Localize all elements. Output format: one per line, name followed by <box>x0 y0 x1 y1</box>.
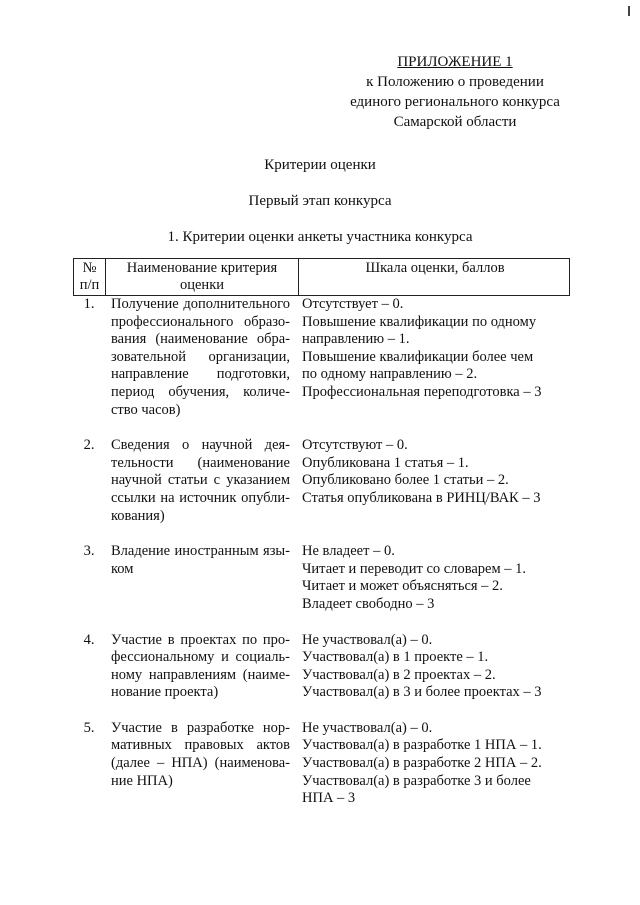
appendix-title: ПРИЛОЖЕНИЕ 1 <box>397 54 513 70</box>
row-scale <box>298 632 570 702</box>
scale-line: Участвовал(а) в 1 проекте – 1. <box>302 649 489 666</box>
scale-line: Участвовал(а) в разработке 1 НПА – 1. <box>302 737 542 754</box>
criteria-heading: Критерии оценки <box>264 157 376 173</box>
row-scale <box>298 437 570 525</box>
appendix-line-3: единого регионального конкурса <box>350 94 560 110</box>
scale-line: Участвовал(а) в разработке 2 НПА – 2. <box>302 755 542 772</box>
header-number-line-2: п/п <box>79 277 100 293</box>
row-number: 2. <box>83 437 95 454</box>
scale-line: Повышение квалификации по одному <box>302 313 537 330</box>
criterion-line: ство часов) <box>111 401 181 418</box>
scale-line: по одному направлению – 2. <box>302 366 478 383</box>
row-number: 5. <box>83 719 95 736</box>
scale-line: Повышение квалификации более чем <box>302 348 534 365</box>
row-number: 3. <box>83 543 95 560</box>
table-row <box>73 296 570 419</box>
appendix-line-2: к Положению о проведении <box>366 74 544 90</box>
scale-line: Участвовал(а) в 2 проектах – 2. <box>302 666 496 683</box>
table-row <box>73 543 570 613</box>
criterion-line: нование проекта) <box>111 684 219 701</box>
scale-line: НПА – 3 <box>302 790 356 807</box>
row-scale <box>298 296 570 419</box>
criterion-line: Владение иностранным язы- <box>111 543 290 560</box>
scale-line: Не участвовал(а) – 0. <box>302 719 433 736</box>
appendix-block <box>330 52 580 132</box>
scale-line: Опубликована 1 статья – 1. <box>302 454 469 471</box>
appendix-line-4: Самарской области <box>393 114 517 130</box>
header-scale: Шкала оценки, баллов <box>365 260 505 276</box>
header-criterion-line-2: оценки <box>179 277 224 293</box>
criterion-line: кования) <box>111 507 165 524</box>
scale-line: Участвовал(а) в 3 и более проектах – 3 <box>302 684 542 701</box>
scale-line: Читает и может объясняться – 2. <box>302 578 503 595</box>
scale-line: Опубликовано более 1 статьи – 2. <box>302 472 509 489</box>
scan-artifact <box>628 6 630 16</box>
criterion-line: мативных правовых актов <box>111 737 290 754</box>
criterion-line: Участие в разработке нор- <box>111 719 290 736</box>
scale-line: Отсутствует – 0. <box>302 296 404 312</box>
table-body <box>73 296 570 808</box>
criterion-line: научной статьи с указанием <box>111 472 290 489</box>
criterion-line: ному направлениям (наиме- <box>111 666 290 683</box>
scale-line: Читает и переводит со словарем – 1. <box>302 560 527 577</box>
row-scale <box>298 720 570 808</box>
header-criterion <box>106 259 299 295</box>
scale-line: Профессиональная переподготовка – 3 <box>302 383 542 400</box>
criterion-line: тельности (наименование <box>111 454 290 471</box>
header-number <box>74 259 106 295</box>
scale-line: Статья опубликована в РИНЦ/ВАК – 3 <box>302 489 541 506</box>
criterion-line: Получение дополнительного <box>111 296 290 312</box>
stage-heading: Первый этап конкурса <box>248 193 392 209</box>
row-criterion <box>105 296 298 419</box>
row-criterion <box>105 632 298 702</box>
scale-line: Отсутствуют – 0. <box>302 437 408 454</box>
table-header <box>73 258 570 296</box>
table-row <box>73 720 570 808</box>
criterion-line: Сведения о научной дея- <box>111 437 290 454</box>
criterion-line: вания (наименование обра- <box>111 331 290 348</box>
criteria-table <box>73 258 570 808</box>
scale-line: направлению – 1. <box>302 331 410 348</box>
criterion-line: период обучения, количе- <box>111 383 290 400</box>
criterion-line: ссылки на источник опубли- <box>111 489 290 506</box>
header-number-line-1: № <box>82 260 97 276</box>
header-criterion-line-1: Наименование критерия <box>126 260 278 276</box>
section-heading: 1. Критерии оценки анкеты участника конкурса <box>167 229 473 245</box>
scale-line: Участвовал(а) в разработке 3 и более <box>302 772 531 789</box>
criterion-line: профессионального образо- <box>111 313 290 330</box>
row-number: 1. <box>83 296 95 312</box>
criterion-line: зовательной организации, <box>111 348 290 365</box>
criterion-line: (далее – НПА) (наименова- <box>111 755 290 772</box>
row-criterion <box>105 543 298 613</box>
row-criterion <box>105 720 298 808</box>
criterion-line: направление подготовки, <box>111 366 290 383</box>
table-row <box>73 437 570 525</box>
row-scale <box>298 543 570 613</box>
criterion-line: ком <box>111 560 134 577</box>
criterion-line: Участие в проектах по про- <box>111 631 290 648</box>
row-criterion <box>105 437 298 525</box>
scale-line: Не владеет – 0. <box>302 543 395 560</box>
row-number: 4. <box>83 631 95 648</box>
criterion-line: фессиональному и социаль- <box>111 649 290 666</box>
scale-line: Не участвовал(а) – 0. <box>302 631 433 648</box>
scale-line: Владеет свободно – 3 <box>302 595 435 612</box>
criterion-line: ние НПА) <box>111 772 173 789</box>
table-row <box>73 632 570 702</box>
